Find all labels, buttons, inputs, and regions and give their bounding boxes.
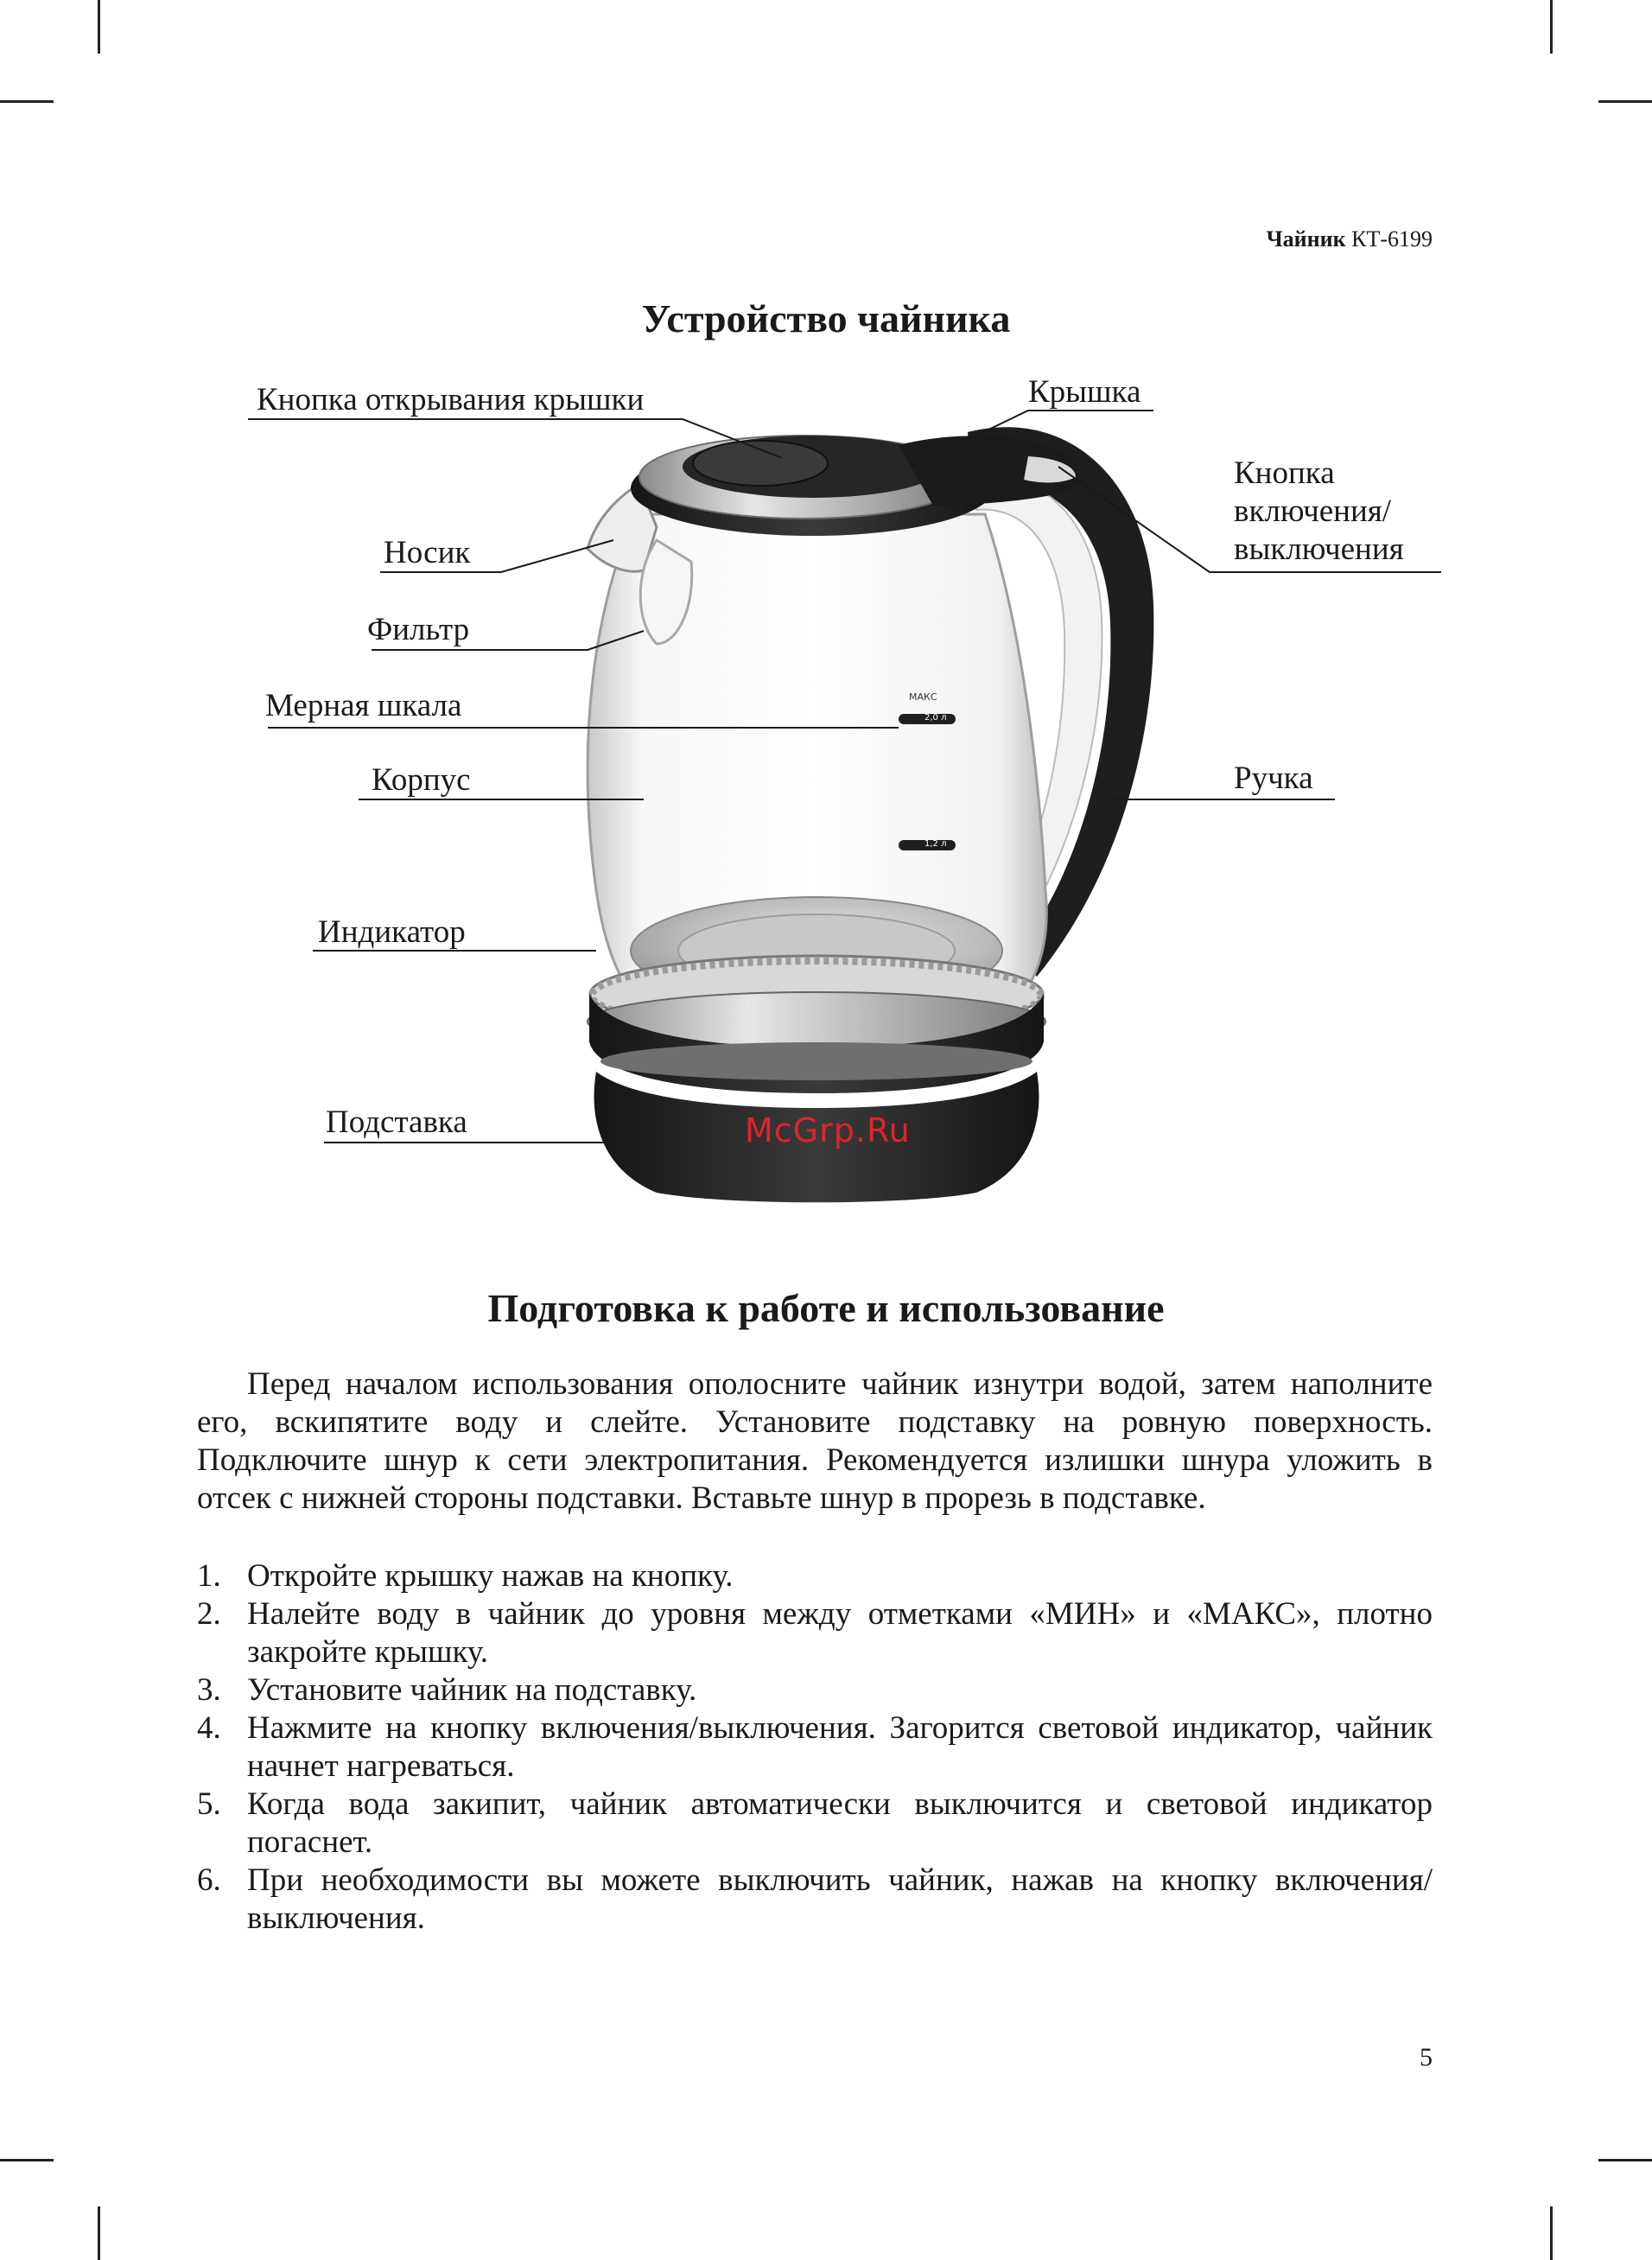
- section-title-device: Устройство чайника: [641, 296, 1011, 341]
- label-filter: Фильтр: [367, 612, 470, 647]
- section-title-usage: Подготовка к работе и использование: [487, 1286, 1165, 1330]
- label-spout: Носик: [384, 535, 471, 570]
- step-text: При необходимости вы можете выключить чайник, нажав на кнопку включения/выключения.: [247, 1862, 1433, 1936]
- watermark: McGrp.Ru: [745, 1111, 911, 1149]
- step-number: 5.: [197, 1786, 221, 1822]
- step-text: Когда вода закипит, чайник автоматически выключится и световой индикатор погаснет.: [247, 1786, 1433, 1860]
- scale-2-0: 2,0 л: [924, 713, 947, 723]
- step-number: 1.: [197, 1558, 221, 1594]
- step-number: 4.: [197, 1710, 221, 1746]
- step-number: 3.: [197, 1672, 221, 1708]
- step-text: Нажмите на кнопку включения/выключения. Загорится световой индикатор, чайник начнет нагреваться.: [247, 1710, 1433, 1784]
- step-text: Налейте воду в чайник до уровня между отметками «МИН» и «МАКС», плотно закройте крышку.: [247, 1596, 1433, 1670]
- header-product: Чайник: [1266, 226, 1346, 251]
- crop-mark: [0, 2159, 54, 2161]
- label-power-button: [1234, 455, 1404, 569]
- label-base: Подставка: [326, 1105, 467, 1140]
- list-item: [197, 1862, 1433, 1938]
- list-item: [197, 1709, 1433, 1786]
- crop-mark: [98, 2206, 100, 2260]
- scale-max: МАКС: [909, 691, 937, 703]
- list-item: [197, 1671, 1433, 1709]
- label-power-button-line3: выключения: [1234, 532, 1404, 567]
- list-item: [197, 1595, 1433, 1671]
- intro-paragraph: Перед началом использования ополосните чайник изнутри водой, затем наполните его, вскипятите воду и слейте. Установите подставку на ровную поверхность. Подключите шнур к сети электропитания. Рекомендуется излишки шнура уложить в отсек с нижней стороны подставки. Вставьте шнур в прорезь в подставке.: [197, 1366, 1433, 1516]
- label-power-button-line2: включения/: [1234, 493, 1392, 529]
- page-number: 5: [1420, 2043, 1433, 2072]
- step-text: Откройте крышку нажав на кнопку.: [247, 1558, 734, 1594]
- scale-1-2: 1,2 л: [924, 839, 947, 849]
- label-body: Корпус: [372, 762, 471, 798]
- step-number: 6.: [197, 1862, 221, 1898]
- label-lid: Крышка: [1028, 374, 1141, 410]
- crop-mark: [1598, 2159, 1652, 2161]
- lid-button: [693, 441, 828, 486]
- label-power-button-line1: Кнопка: [1234, 455, 1335, 491]
- steps-list: [197, 1557, 1433, 1938]
- label-handle: Ручка: [1234, 761, 1313, 796]
- label-indicator: Индикатор: [318, 914, 466, 950]
- list-item: [197, 1557, 1433, 1595]
- label-scale: Мерная шкала: [265, 688, 462, 723]
- step-number: 2.: [197, 1596, 221, 1632]
- label-lid-button: Кнопка открывания крышки: [257, 382, 645, 417]
- list-item: [197, 1786, 1433, 1862]
- crop-mark: [1550, 2206, 1553, 2260]
- header-model: КТ-6199: [1351, 226, 1433, 251]
- step-text: Установите чайник на подставку.: [247, 1672, 697, 1708]
